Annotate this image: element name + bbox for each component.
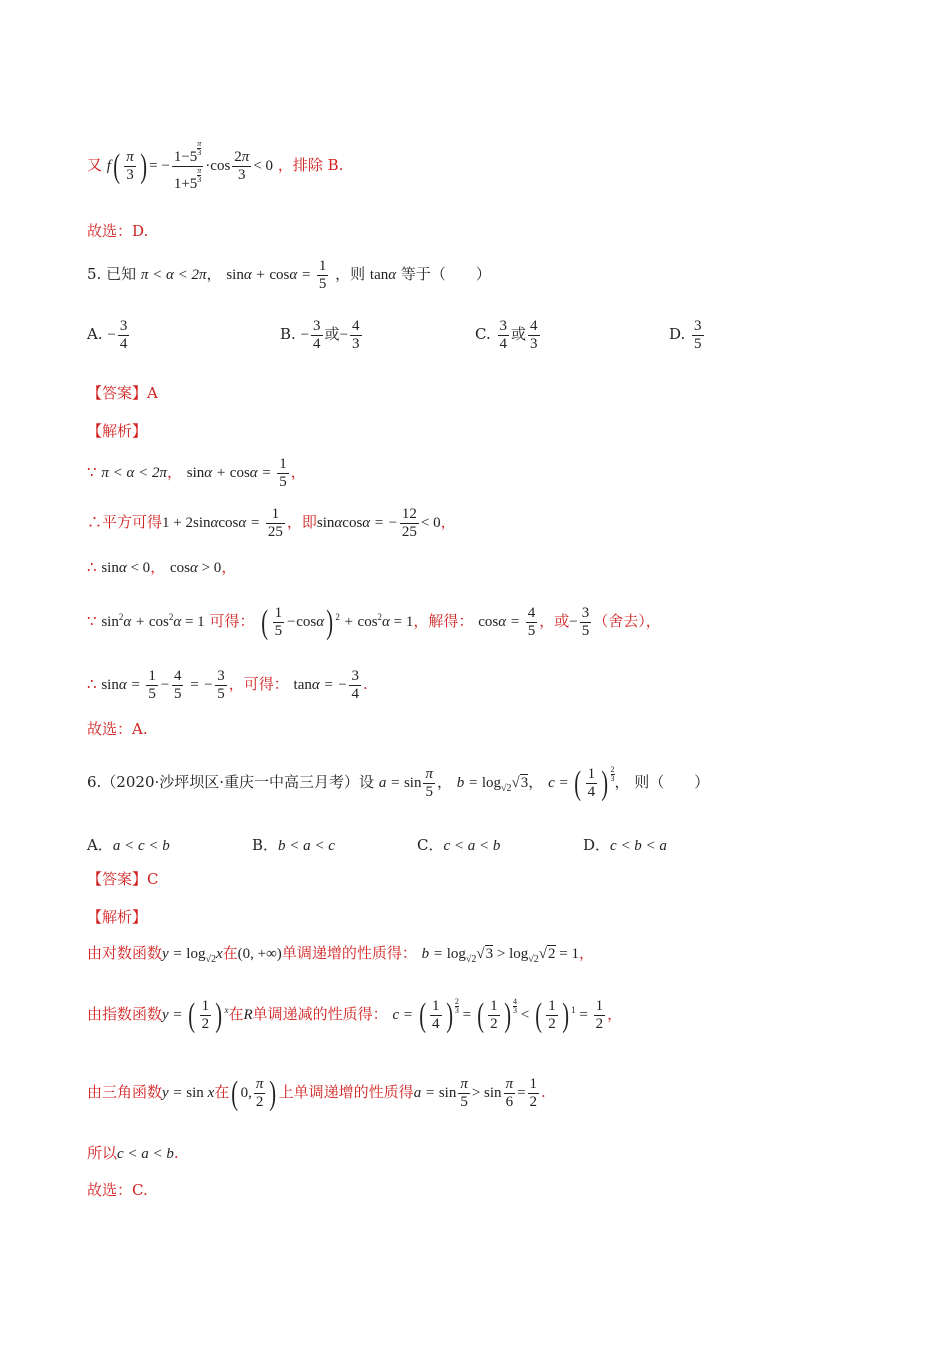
q5-option-c-label: C.	[475, 325, 491, 344]
q6-number: 6.（2020·沙坪坝区·重庆一中高三月考）设	[87, 773, 375, 792]
q5-option-b-expr: − $\frac{3}{4}$	[300, 318, 321, 353]
because-symbol: ∵	[87, 463, 97, 482]
q5-option-b-expr2: − $\frac{4}{3}$	[339, 318, 360, 353]
q5-stem: 5. 已知 π < α < 2π， sinα + cosα = $\frac{1}{5}$ ，则 tanα 等于（ ）	[87, 258, 491, 293]
q5-step-1: ∵ π < α < 2π， sinα + cosα = $\frac{1}{5}$ ，	[87, 456, 306, 491]
q6-l3b: 在	[214, 1083, 230, 1102]
q5-option-d-label: D.	[669, 325, 686, 344]
q6-option-d-label: D．	[583, 836, 611, 854]
q6-stem: 6.（2020·沙坪坝区·重庆一中高三月考）设 a = sin $\frac{\pi}{5}$ ， $b = \log_{√2}√3$， c = ( $\frac{1}{4}$ ) $\frac{2}{3}$ ， 则（ ）	[87, 764, 710, 802]
q5-ji: 即	[301, 513, 317, 532]
q4-pick: 故选：D.	[87, 222, 149, 240]
q5-option-a-label: A.	[87, 325, 103, 344]
q6-l3c: 上单调递增的性质得	[278, 1083, 414, 1102]
q6-so: 所以	[87, 1144, 118, 1162]
q5-kede: 可得：	[243, 675, 289, 694]
q5-step-3: ∴ sinα < 0， cosα > 0，	[87, 558, 237, 576]
q5-sum-condition: sinα + cosα = $\frac{1}{5}$	[226, 258, 327, 293]
q6-option-b[interactable]	[252, 834, 335, 855]
q6-option-b-label: B．	[252, 836, 279, 854]
q4-evaluation-line	[87, 140, 343, 194]
q5-number: 5. 已知	[87, 265, 137, 284]
q6-l2c: 单调递减的性质得：	[252, 1005, 388, 1024]
q5-condition: π < α < 2π	[140, 267, 207, 284]
q5-square-text: 平方可得	[102, 513, 163, 532]
q6-step-3: 由三角函数y = sin x在( 0, $\frac{\pi}{2}$ ) 上单调递增的性质得a = sin $\frac{\pi}{5}$ > sin $\frac{\pi}{6}$ = $\frac{1}{2}$ .	[87, 1074, 546, 1112]
q6-step-2: 由指数函数y = ( $\frac{1}{2}$ ) $^x$在R单调递减的性质得： c = ( $\frac{1}{4}$ ) $\frac{2}{3}$ = ( $\frac{1}{2}$ ) $\frac{4}{3}$ < ( $\frac{1}{2}$ ) $^1$ = $\frac{1}{2}$ ，	[87, 996, 623, 1034]
q5-pick: 故选：A.	[87, 720, 148, 738]
q6-l1a: 由对数函数	[87, 944, 163, 962]
q5-analysis-label: 【解析】	[87, 422, 148, 440]
q5-step-5: ∴ sinα = $\frac{1}{5}$ − $\frac{4}{5}$ = − $\frac{3}{5}$ ，可得： tanα = − $\frac{3}{4}$ .	[87, 668, 368, 703]
q5-then: ，则	[335, 265, 366, 284]
q4-formula: f( $\frac{\pi}{3}$ ) = − 1−5 $\frac{\pi}{3}$ 1+5 $\frac{\pi}{3}$ ·cos $\frac{2\pi}{3}$ < 0	[106, 139, 274, 193]
q5-keda: 可得：	[209, 612, 255, 631]
therefore-symbol-2: ∴	[87, 558, 97, 576]
q6-l2a: 由指数函数	[87, 1005, 163, 1024]
q5-shequ: （舍去）	[593, 612, 646, 631]
q6-analysis-label: 【解析】	[87, 908, 148, 926]
q5-step-4: ∵ $\sin^2\alpha + \cos^2\alpha = 1$ 可得： ( $\frac{1}{5}$ −cosα) $^2 + \cos^2\alpha = 1$，解得： cosα = $\frac{4}{5}$ ，或− $\frac{3}{5}$ （舍去），	[87, 603, 661, 641]
q6-answer: 【答案】C	[87, 870, 159, 888]
q6-def-c: c = ( $\frac{1}{4}$ ) $\frac{2}{3}$	[548, 764, 615, 802]
q5-option-c-expr: $\frac{3}{4}$	[499, 318, 507, 353]
q5-step-2: ∴平方可得1 + 2sinαcosα = $\frac{1}{25}$ ，即sinαcosα = − $\frac{12}{25}$ < 0，	[87, 506, 456, 541]
q4-prefix: 又	[87, 156, 103, 175]
q5-option-a-expr: − $\frac{3}{4}$	[107, 318, 128, 353]
q5-option-b-label: B.	[280, 325, 296, 344]
q6-option-d-expr: c < b < a	[610, 838, 667, 854]
q5-option-b[interactable]	[280, 318, 364, 354]
q5-option-c[interactable]	[475, 318, 542, 354]
because-symbol-2: ∵	[87, 612, 97, 631]
q6-option-d[interactable]	[583, 834, 667, 855]
q6-l1b: 在	[222, 944, 238, 962]
q6-then: 则（ ）	[634, 773, 710, 792]
q6-def-b: $b = \log_{√2}√3$	[456, 775, 529, 795]
q5-jiede: 解得：	[428, 612, 474, 631]
q6-option-a-label: A．	[87, 836, 113, 854]
q5-option-d-expr: $\frac{3}{5}$	[694, 318, 702, 353]
q5-option-d[interactable]	[669, 318, 706, 354]
therefore-symbol-3: ∴	[87, 675, 97, 694]
q6-conclusion: 所以c < a < b.	[87, 1144, 179, 1162]
q5-target: tanα	[369, 267, 397, 284]
q5-answer: 【答案】A	[87, 384, 158, 402]
q6-option-a[interactable]	[87, 834, 170, 855]
q6-step-1: 由对数函数$y = \log_{√2}x$在(0, +∞)单调递增的性质得： $b = \log_{√2}√3 > \log_{√2}√2 = 1$，	[87, 944, 594, 965]
q6-l1c: 单调递增的性质得：	[281, 944, 417, 962]
q4-exclude-b: ，排除 B.	[277, 156, 344, 175]
q6-l3a: 由三角函数	[87, 1083, 163, 1102]
therefore-symbol: ∴	[87, 513, 103, 532]
q6-def-a: a = sin $\frac{\pi}{5}$	[378, 766, 433, 801]
q5-blank: 等于（ ）	[400, 265, 491, 284]
q6-option-a-expr: a < c < b	[112, 838, 170, 854]
q5-option-a[interactable]	[87, 318, 131, 354]
q6-l2b: 在	[228, 1005, 244, 1024]
q5-huo: 或	[554, 612, 570, 631]
q6-option-c-label: C．	[417, 836, 444, 854]
q6-pick: 故选：C.	[87, 1181, 148, 1199]
q5-option-b-or: 或	[324, 325, 340, 344]
q6-option-b-expr: b < a < c	[278, 838, 335, 854]
q6-option-c[interactable]	[417, 834, 500, 855]
q5-option-c-or: 或	[511, 325, 527, 344]
q6-option-c-expr: c < a < b	[443, 838, 501, 854]
q5-option-c-expr2: $\frac{4}{3}$	[530, 318, 538, 353]
